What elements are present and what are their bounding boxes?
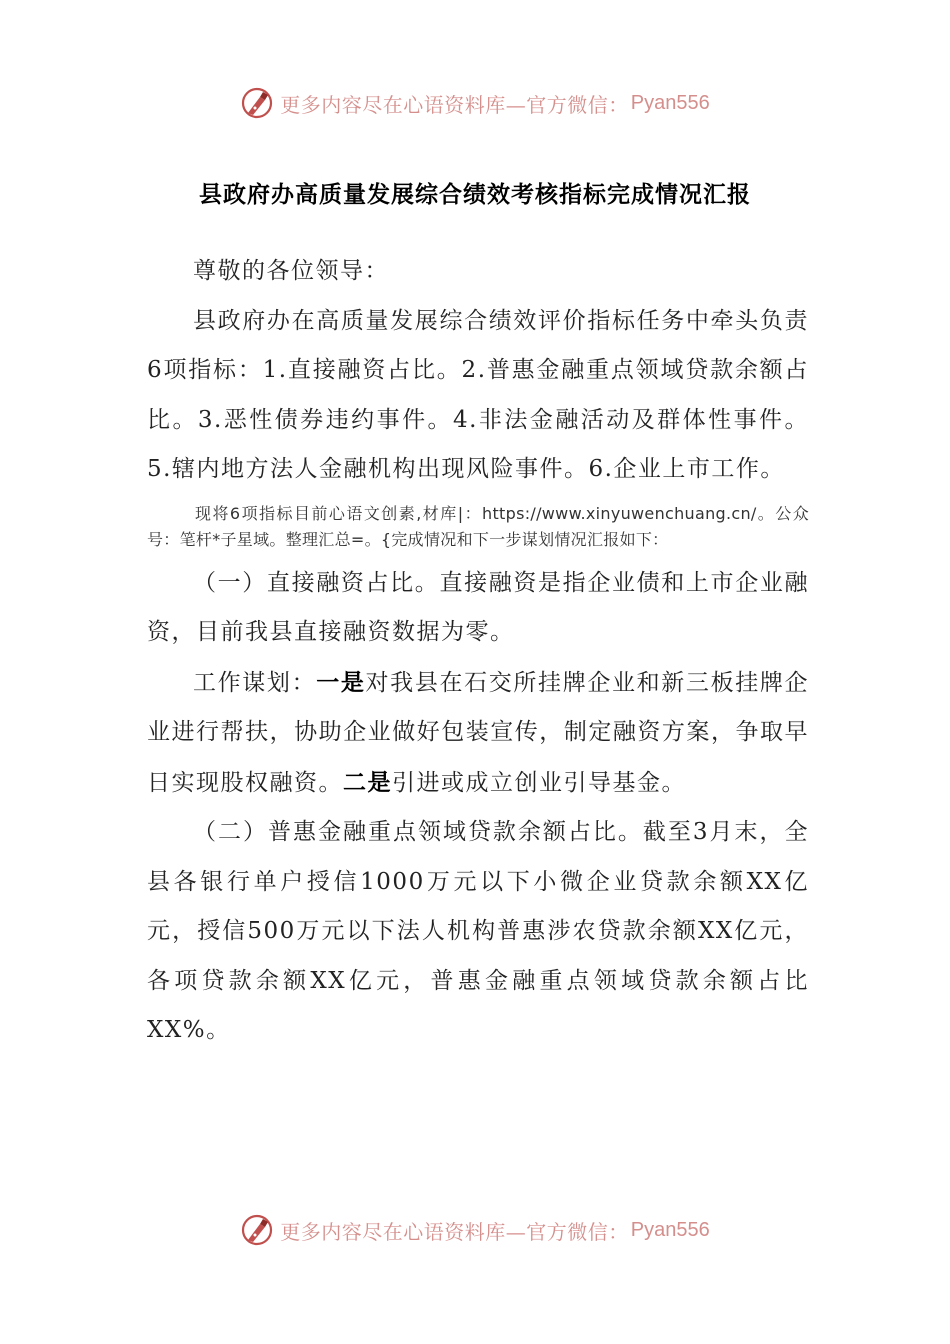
work-plan-first: 一是 — [316, 668, 366, 696]
paragraph-indicators: 县政府办在高质量发展综合绩效评价指标任务中牵头负责6项指标：1.直接融资占比。2.普惠金融重点领域贷款余额占比。3.恶性债券违约事件。4.非法金融活动及群体性事件。5.辖内地方法人金融机构出现风险事件。6.企业上市工作。 — [147, 307, 809, 482]
footer-watermark — [0, 1210, 950, 1250]
paragraph-work-plan — [147, 658, 809, 809]
document-title: 县政府办高质量发展综合绩效考核指标完成情况汇报 — [199, 182, 751, 208]
watermark-text: 更多内容尽在心语资料库—官方微信： — [280, 1219, 629, 1244]
pen-nib-logo-icon — [240, 1213, 274, 1247]
watermark-wechat-id: Pyan556 — [630, 91, 710, 114]
work-plan-second-text: 引进或成立创业引导基金。 — [392, 769, 686, 796]
paragraph-direct-financing: （一）直接融资占比。直接融资是指企业债和上市企业融资，目前我县直接融资数据为零。 — [147, 569, 809, 645]
work-plan-prefix: 工作谋划： — [193, 669, 317, 696]
header-watermark — [0, 83, 950, 123]
watermark-wechat-id: Pyan556 — [630, 1218, 710, 1241]
work-plan-second: 二是 — [343, 768, 392, 796]
paragraph-inclusive-finance: （二）普惠金融重点领域贷款余额占比。截至3月末，全县各银行单户授信1000万元以下小微企业贷款余额XX亿元，授信500万元以下法人机构普惠涉农贷款余额XX亿元，各项贷款余额XX亿元，普惠金融重点领域贷款余额占比XX%。 — [147, 819, 809, 1043]
work-plan-first-text: 对我县在石交所挂牌企业和新三板挂牌企业进行帮扶，协助企业做好包装宣传，制定融资方案，争取早日实现股权融资。 — [147, 669, 810, 796]
pen-nib-logo-icon — [240, 86, 274, 120]
salutation: 尊敬的各位领导： — [193, 258, 389, 284]
paragraph-intro-note: 现将6项指标目前心语文创素,材库|：https://www.xinyuwenchuang.cn/。公众号：笔杆*子星域。整理汇总=。{完成情况和下一步谋划情况汇报如下： — [147, 503, 809, 549]
document-body — [147, 247, 809, 1056]
watermark-text: 更多内容尽在心语资料库—官方微信： — [280, 92, 629, 117]
